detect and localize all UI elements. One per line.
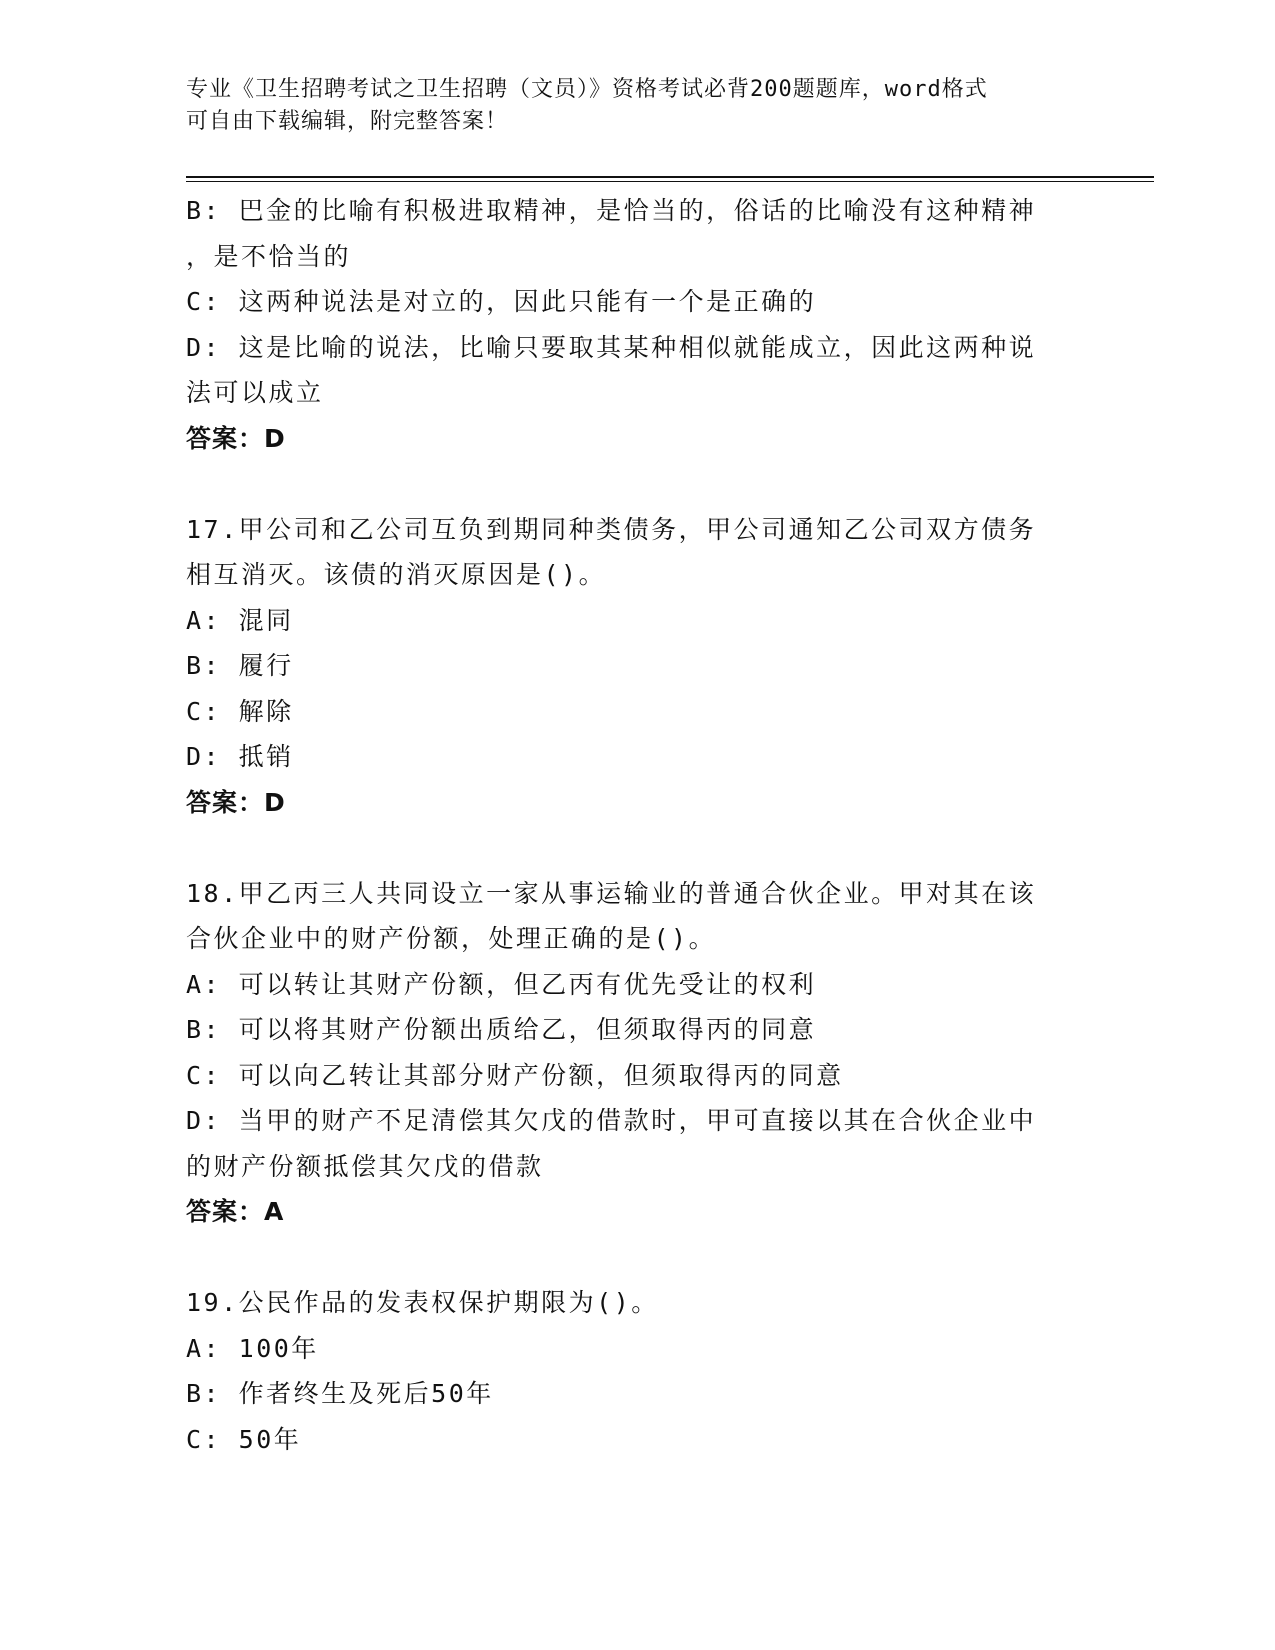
option-d: D: 抵销: [186, 742, 294, 771]
question-stem-line-1: 17.甲公司和乙公司互负到期同种类债务，甲公司通知乙公司双方债务: [186, 514, 1037, 544]
question-19: [186, 1280, 1086, 1462]
question-spacer: [186, 825, 1086, 871]
question-18: [186, 871, 1086, 1235]
option-b-line-2: ，是不恰当的: [186, 241, 352, 271]
option-c: C: 50年: [186, 1424, 302, 1454]
answer-line: 答案：A: [186, 1197, 285, 1226]
question-stem: 19.公民作品的发表权保护期限为()。: [186, 1288, 659, 1317]
option-d-line-1: D: 这是比喻的说法，比喻只要取其某种相似就能成立，因此这两种说: [186, 332, 1037, 362]
option-b: B: 作者终生及死后50年: [186, 1379, 494, 1408]
option-a: A: 100年: [186, 1333, 319, 1363]
option-c: C: 可以向乙转让其部分财产份额，但须取得丙的同意: [186, 1060, 844, 1090]
question-stem-line-2: 相互消灭。该债的消灭原因是()。: [186, 560, 607, 589]
question-stem-line-2: 合伙企业中的财产份额，处理正确的是()。: [186, 924, 717, 953]
document-header: [186, 74, 1066, 138]
header-title-line-1: 专业《卫生招聘考试之卫生招聘（文员）》资格考试必背200题题库，word格式: [186, 77, 988, 102]
answer-line: 答案：D: [186, 787, 286, 817]
question-list: [186, 188, 1086, 1462]
option-b: B: 可以将其财产份额出质给乙，但须取得丙的同意: [186, 1015, 817, 1044]
option-b-line-1: B: 巴金的比喻有积极进取精神，是恰当的，俗话的比喻没有这种精神: [186, 196, 1037, 225]
option-a: A: 可以转让其财产份额，但乙丙有优先受让的权利: [186, 969, 817, 999]
option-d-line-1: D: 当甲的财产不足清偿其欠戊的借款时，甲可直接以其在合伙企业中: [186, 1106, 1037, 1135]
answer-line: 答案：D: [186, 423, 286, 453]
option-b: B: 履行: [186, 651, 294, 680]
question-17: [186, 507, 1086, 826]
header-divider-thick: [186, 176, 1154, 178]
option-c: C: 这两种说法是对立的，因此只能有一个是正确的: [186, 287, 817, 316]
question-spacer: [186, 1235, 1086, 1281]
question-16-tail: [186, 188, 1086, 461]
header-title-line-2: 可自由下载编辑，附完整答案！: [186, 109, 509, 134]
option-c: C: 解除: [186, 696, 294, 726]
option-a: A: 混同: [186, 605, 294, 635]
option-d-line-2: 法可以成立: [186, 378, 324, 407]
question-spacer: [186, 461, 1086, 507]
question-stem-line-1: 18.甲乙丙三人共同设立一家从事运输业的普通合伙企业。甲对其在该: [186, 878, 1037, 908]
option-d-line-2: 的财产份额抵偿其欠戊的借款: [186, 1151, 544, 1181]
header-divider-thin: [186, 181, 1154, 182]
